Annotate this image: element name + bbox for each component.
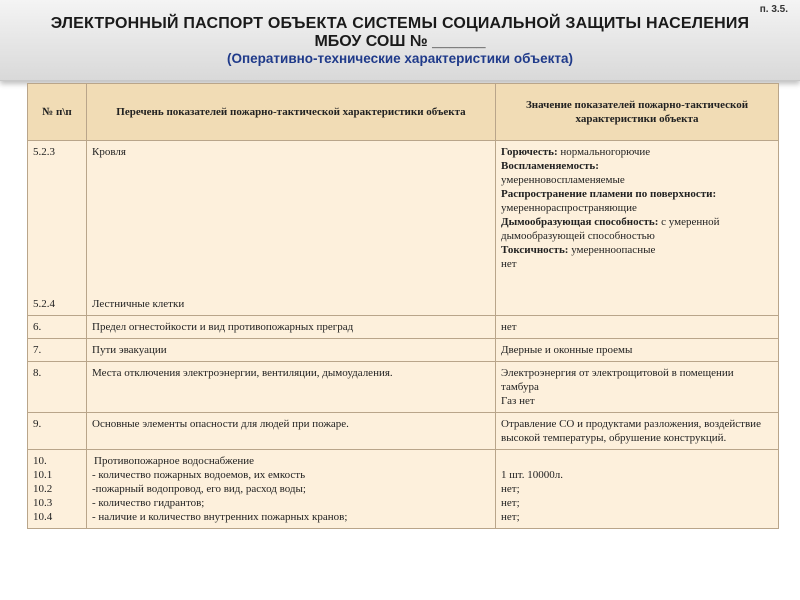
value-text: Электроэнергия от электрощитовой в помещении тамбура [501,367,734,393]
value-label: Горючесть: [501,146,558,158]
page-title-line2: МБОУ СОШ № ______ [314,33,486,50]
value-label: Воспламеняемость: [501,160,599,172]
table-row [28,141,779,316]
value-cell [496,141,779,316]
row-num: 8. [28,362,87,413]
characteristics-table [27,83,779,529]
value-text: нормальногорючие [557,146,651,158]
row-num-cell [28,141,87,316]
value-text: нет; [501,483,520,495]
row-num: 10.3 [33,497,53,509]
indicator-text: - количество пожарных водоемов, их емкость [92,469,306,481]
table-row [28,413,779,450]
value-cell [496,362,779,413]
value-text: Дверные и оконные проемы [496,339,779,362]
value-text: Отравление СО и продуктами разложения, воздействие высокой температуры, обрушение конструкций. [496,413,779,450]
table-row [28,316,779,339]
row-num: 10. [33,455,47,467]
value-text: нет; [501,497,520,509]
row-num: 10.2 [33,483,53,495]
row-num: 10.4 [33,511,53,523]
value-text: умереннораспространяющие [501,202,637,214]
indicator-text: Противопожарное водоснабжение [94,455,254,467]
row-num: 5.2.4 [33,298,55,310]
indicator-text: Кровля [92,146,126,158]
row-num: 10.1 [33,469,53,481]
value-label: Токсичность: [501,244,569,256]
table-header-row [28,84,779,141]
row-num: 6. [28,316,87,339]
value-cell [496,450,779,529]
value-text: 1 шт. 10000л. [501,469,563,481]
indicator-text: Места отключения электроэнергии, вентиляции, дымоудаления. [87,362,496,413]
row-num-cell [28,450,87,529]
value-label: Распространение пламени по поверхности: [501,188,717,200]
page-number: п. 3.5. [759,4,788,15]
value-text: умеренноопасные [568,244,656,256]
table-row [28,362,779,413]
table-row [28,339,779,362]
header-indicator: Перечень показателей пожарно-тактической характеристики объекта [87,84,496,141]
indicator-text: Лестничные клетки [92,298,185,310]
indicator-text: - наличие и количество внутренних пожарных кранов; [92,511,348,523]
header-num: № п\п [28,84,87,141]
indicator-text: Пути эвакуации [87,339,496,362]
indicator-text: -пожарный водопровод, его вид, расход воды; [92,483,306,495]
value-text: с умеренной дымообразующей способностью [501,216,720,242]
value-text: нет; [501,511,520,523]
page-subtitle: (Оперативно-технические характеристики объекта) [227,51,573,66]
title-banner [0,0,800,81]
value-text: нет [501,258,517,270]
indicator-cell [87,141,496,316]
value-label: Дымообразующая способность: [501,216,659,228]
page-title-line1: ЭЛЕКТРОННЫЙ ПАСПОРТ ОБЪЕКТА СИСТЕМЫ СОЦИАЛЬНОЙ ЗАЩИТЫ НАСЕЛЕНИЯ [50,15,750,32]
row-num: 9. [28,413,87,450]
table-row [28,450,779,529]
row-num: 5.2.3 [33,146,55,158]
row-num: 7. [28,339,87,362]
header-value: Значение показателей пожарно-тактической характеристики объекта [496,84,779,141]
value-text: умеренновоспламеняемые [501,174,625,186]
indicator-cell [87,450,496,529]
value-text: Газ нет [501,395,535,407]
indicator-text: Основные элементы опасности для людей при пожаре. [87,413,496,450]
indicator-text: Предел огнестойкости и вид противопожарных преград [87,316,496,339]
value-text: нет [496,316,779,339]
indicator-text: - количество гидрантов; [92,497,205,509]
